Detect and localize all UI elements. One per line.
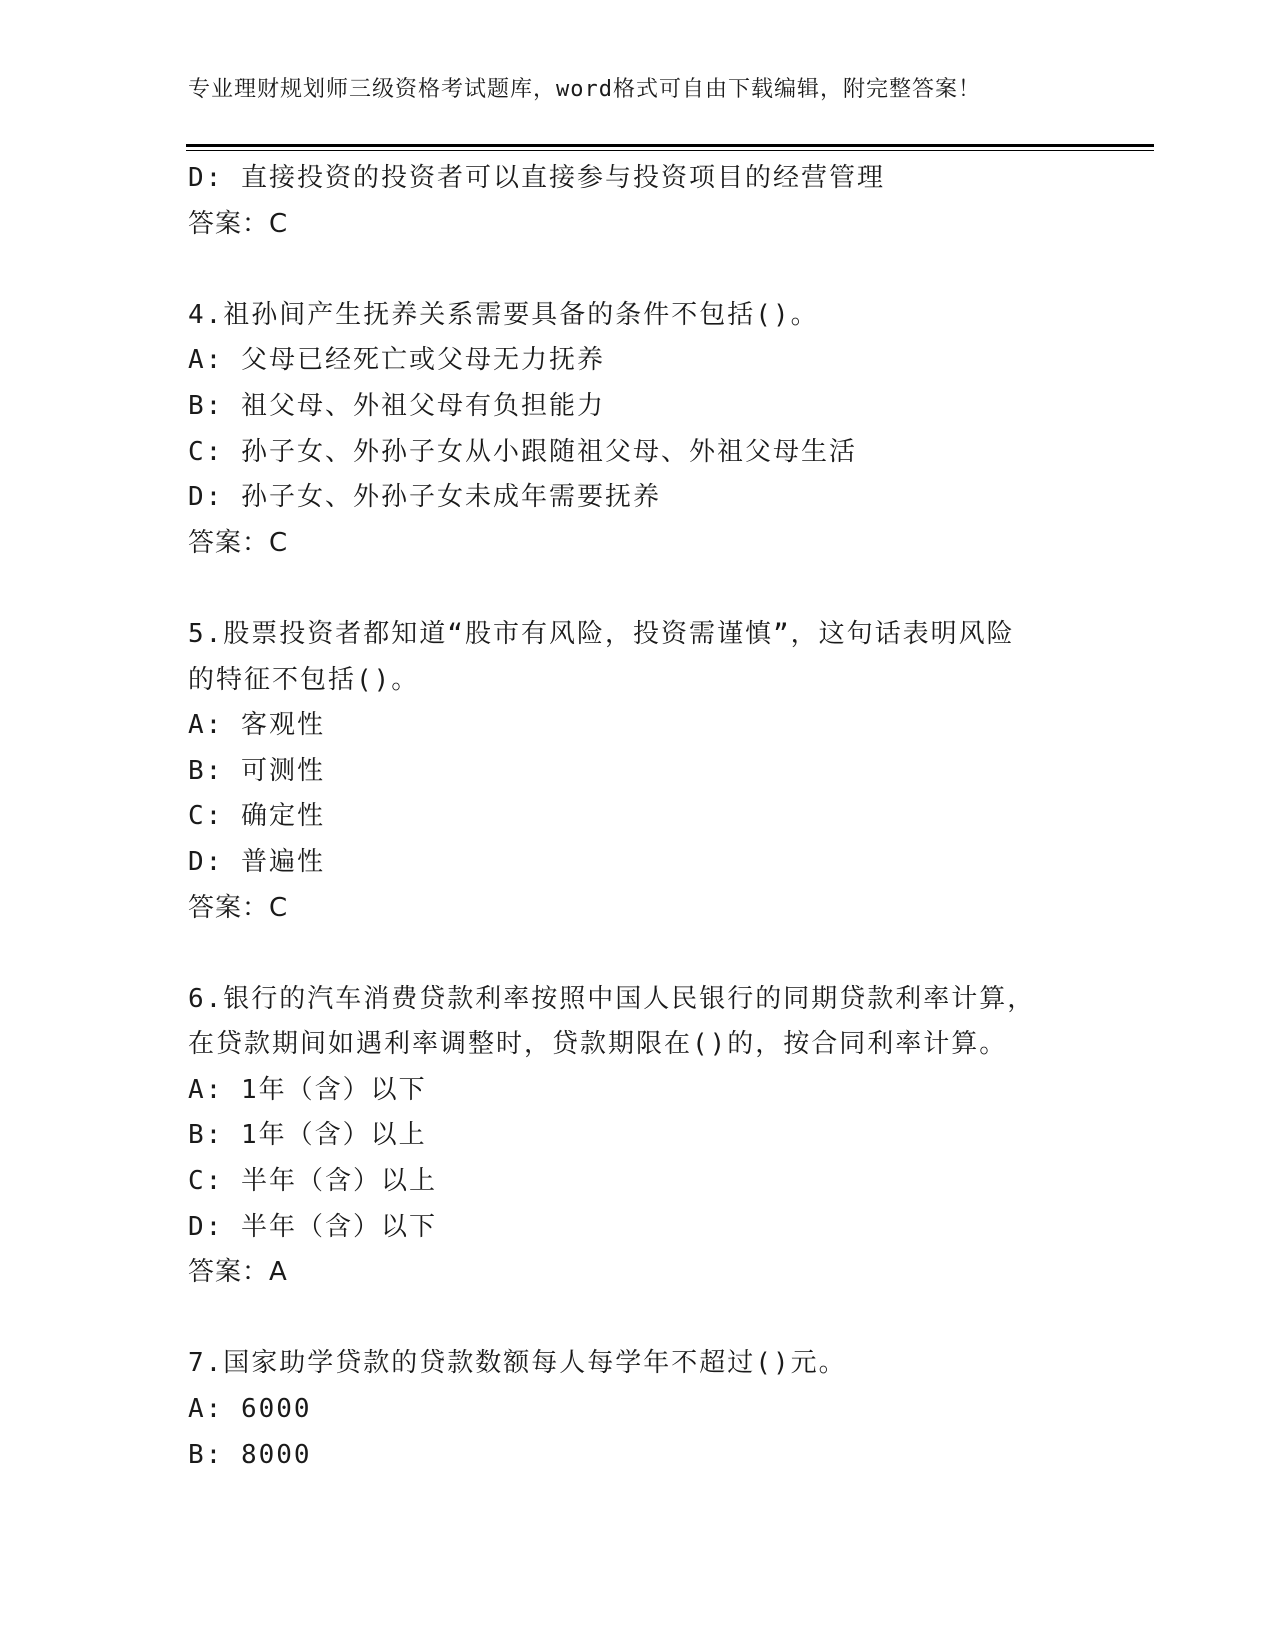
option-line: D: 孙子女、外孙子女未成年需要抚养 bbox=[188, 482, 661, 513]
option-line: B: 祖父母、外祖父母有负担能力 bbox=[188, 390, 605, 421]
option-line: B: 可测性 bbox=[188, 755, 325, 786]
spacer bbox=[188, 931, 1128, 977]
option-line: A: 1年（含）以下 bbox=[188, 1074, 427, 1105]
answer-line: 答案：C bbox=[188, 892, 289, 923]
option-line: C: 半年（含）以上 bbox=[188, 1166, 437, 1197]
question-block bbox=[188, 612, 1128, 931]
option-line: B: 8000 bbox=[188, 1439, 312, 1470]
option-line: C: 确定性 bbox=[188, 801, 325, 832]
question-text: 4.祖孙间产生抚养关系需要具备的条件不包括()。 bbox=[188, 299, 819, 330]
spacer bbox=[188, 1296, 1128, 1342]
option-line: B: 1年（含）以上 bbox=[188, 1120, 427, 1151]
option-line: D: 普遍性 bbox=[188, 846, 325, 877]
answer-line: 答案：C bbox=[188, 208, 289, 239]
answer-line: 答案：A bbox=[188, 1257, 288, 1288]
spacer bbox=[188, 566, 1128, 612]
page-header: 专业理财规划师三级资格考试题库，word格式可自由下载编辑，附完整答案！ bbox=[188, 77, 981, 102]
question-text: 在贷款期间如遇利率调整时，贷款期限在()的，按合同利率计算。 bbox=[188, 1029, 1008, 1060]
question-block bbox=[188, 293, 1128, 567]
header-rule-thick bbox=[186, 144, 1154, 147]
question-text: 的特征不包括()。 bbox=[188, 664, 420, 695]
option-line: D: 直接投资的投资者可以直接参与投资项目的经营管理 bbox=[188, 163, 885, 193]
question-content bbox=[188, 156, 1128, 1478]
spacer bbox=[188, 247, 1128, 293]
question-text: 6.银行的汽车消费贷款利率按照中国人民银行的同期贷款利率计算， bbox=[188, 983, 1036, 1014]
question-text: 5.股票投资者都知道“股市有风险，投资需谨慎”，这句话表明风险 bbox=[188, 618, 1015, 649]
answer-line: 答案：C bbox=[188, 527, 289, 558]
header-rule-thin bbox=[186, 150, 1154, 151]
question-block bbox=[188, 977, 1128, 1296]
option-line: C: 孙子女、外孙子女从小跟随祖父母、外祖父母生活 bbox=[188, 436, 857, 467]
option-line: A: 6000 bbox=[188, 1394, 312, 1425]
question-block bbox=[188, 1341, 1128, 1478]
option-line: D: 半年（含）以下 bbox=[188, 1211, 437, 1242]
option-line: A: 客观性 bbox=[188, 710, 325, 741]
option-line: A: 父母已经死亡或父母无力抚养 bbox=[188, 345, 605, 376]
question-text: 7.国家助学贷款的贷款数额每人每学年不超过()元。 bbox=[188, 1348, 847, 1379]
question-block bbox=[188, 156, 1128, 247]
